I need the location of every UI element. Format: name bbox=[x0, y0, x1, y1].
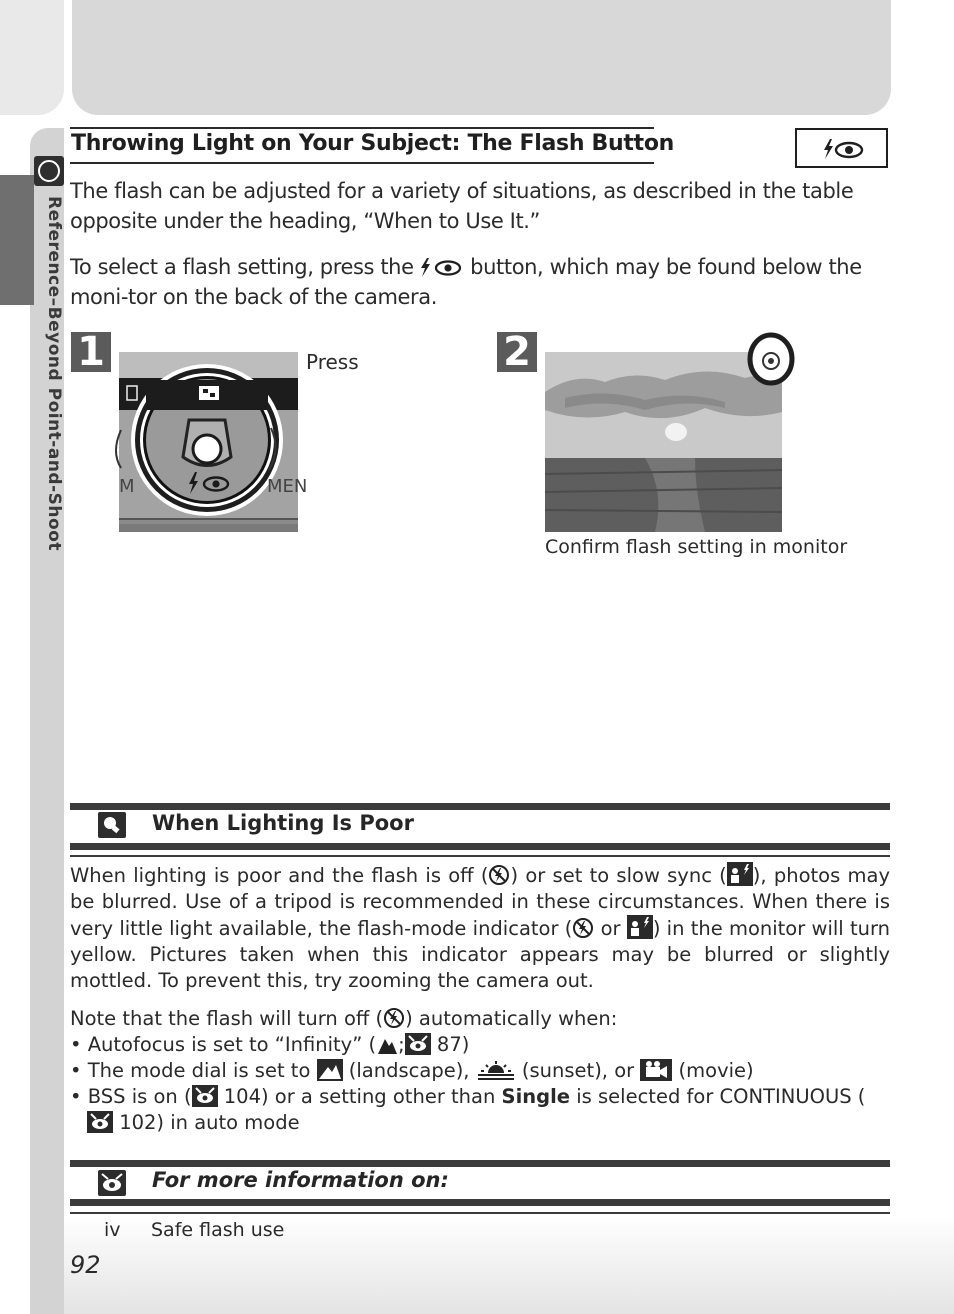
section-bar bbox=[70, 803, 890, 810]
intro-text: To select a flash setting, press the bbox=[70, 255, 420, 279]
reference-eye-icon bbox=[87, 1111, 113, 1133]
section-bar bbox=[70, 1160, 890, 1167]
reference-page: iv bbox=[104, 1219, 121, 1241]
camera-back-illustration bbox=[119, 352, 308, 532]
text: • BSS is on ( bbox=[70, 1085, 192, 1108]
flash-off-icon bbox=[383, 1007, 405, 1029]
text: or bbox=[594, 917, 627, 940]
header-tab bbox=[72, 0, 891, 115]
slow-sync-icon bbox=[727, 862, 753, 886]
text: 104) or a setting other than bbox=[217, 1085, 502, 1108]
step-number: 1 bbox=[71, 332, 111, 372]
text: • Autofocus is set to “Infinity” ( bbox=[70, 1033, 377, 1056]
section-bar bbox=[70, 843, 890, 850]
reference-text: Safe flash use bbox=[151, 1219, 285, 1241]
slow-sync-icon bbox=[627, 915, 653, 939]
text: 102) in auto mode bbox=[113, 1111, 300, 1134]
title-rule bbox=[70, 162, 654, 164]
lightbulb-icon bbox=[98, 812, 126, 838]
movie-icon bbox=[640, 1059, 672, 1081]
section-bar bbox=[70, 1199, 890, 1206]
auto-flash-off-note bbox=[70, 1006, 890, 1136]
text: (movie) bbox=[672, 1059, 754, 1082]
bold-text: Single bbox=[501, 1085, 571, 1108]
flash-button-badge bbox=[795, 128, 888, 168]
reference-eye-icon bbox=[98, 1170, 126, 1196]
flash-off-icon bbox=[488, 864, 510, 886]
reference-eye-icon bbox=[192, 1085, 218, 1107]
reference-eye-icon bbox=[405, 1033, 431, 1055]
title-rule bbox=[70, 127, 654, 129]
text: (landscape), bbox=[342, 1059, 476, 1082]
sunset-icon bbox=[476, 1059, 516, 1081]
text: ) in the monitor will turn yellow. Pictures taken when this indicator appears may be blurred or slightly mottled. To prevent this, try zooming the camera out. bbox=[70, 917, 890, 992]
page-title: Throwing Light on Your Subject: The Flash Button bbox=[71, 131, 674, 156]
reference-item bbox=[104, 1219, 284, 1241]
intro-paragraph-button bbox=[70, 252, 892, 312]
text: ), photos may be blurred. Use of a tripod is recommended in these circumstances. When there is very little light available, the flash-mode indicator ( bbox=[70, 864, 890, 940]
intro-paragraph: The flash can be adjusted for a variety of situations, as described in the table opposite under the heading, “When to Use It.” bbox=[70, 179, 854, 233]
page-corner bbox=[0, 0, 64, 115]
section-title: For more information on: bbox=[152, 1168, 449, 1192]
flash-off-icon bbox=[572, 917, 594, 939]
text: • The mode dial is set to bbox=[70, 1059, 317, 1082]
text: ) automatically when: bbox=[405, 1007, 618, 1030]
poor-lighting-paragraph bbox=[70, 862, 890, 994]
page-number: 92 bbox=[70, 1251, 101, 1279]
text: is selected for CONTINUOUS ( bbox=[570, 1085, 866, 1108]
chapter-label: Reference–Beyond Point-and-Shoot bbox=[44, 196, 64, 551]
landscape-icon bbox=[317, 1059, 343, 1081]
text: ) or set to slow sync ( bbox=[510, 864, 727, 887]
infinity-mountain-icon bbox=[376, 1033, 398, 1055]
section-rule bbox=[70, 1212, 890, 1214]
camera-label-left: M bbox=[119, 476, 135, 497]
list-item bbox=[70, 1032, 890, 1058]
camera-label-right: MEN bbox=[267, 476, 308, 497]
flash-redeye-icon bbox=[797, 130, 886, 166]
list-item bbox=[70, 1084, 890, 1136]
text: When lighting is poor and the flash is off ( bbox=[70, 864, 489, 887]
section-title: When Lighting Is Poor bbox=[152, 811, 414, 835]
intro-text: button, which may be found below the moni-tor on the back of the camera. bbox=[70, 255, 862, 309]
step-number: 2 bbox=[497, 332, 537, 372]
step-caption: Confirm flash setting in monitor bbox=[545, 536, 848, 558]
text: Note that the flash will turn off ( bbox=[70, 1007, 384, 1030]
step-instruction: Press bbox=[306, 350, 359, 374]
text: ; bbox=[398, 1033, 405, 1056]
flash-redeye-icon bbox=[420, 256, 464, 278]
chapter-icon bbox=[34, 156, 64, 186]
list-item bbox=[70, 1058, 890, 1084]
flash-indicator-callout bbox=[747, 333, 795, 385]
section-rule bbox=[70, 855, 890, 857]
text: (sunset), or bbox=[515, 1059, 641, 1082]
text: 87) bbox=[430, 1033, 470, 1056]
